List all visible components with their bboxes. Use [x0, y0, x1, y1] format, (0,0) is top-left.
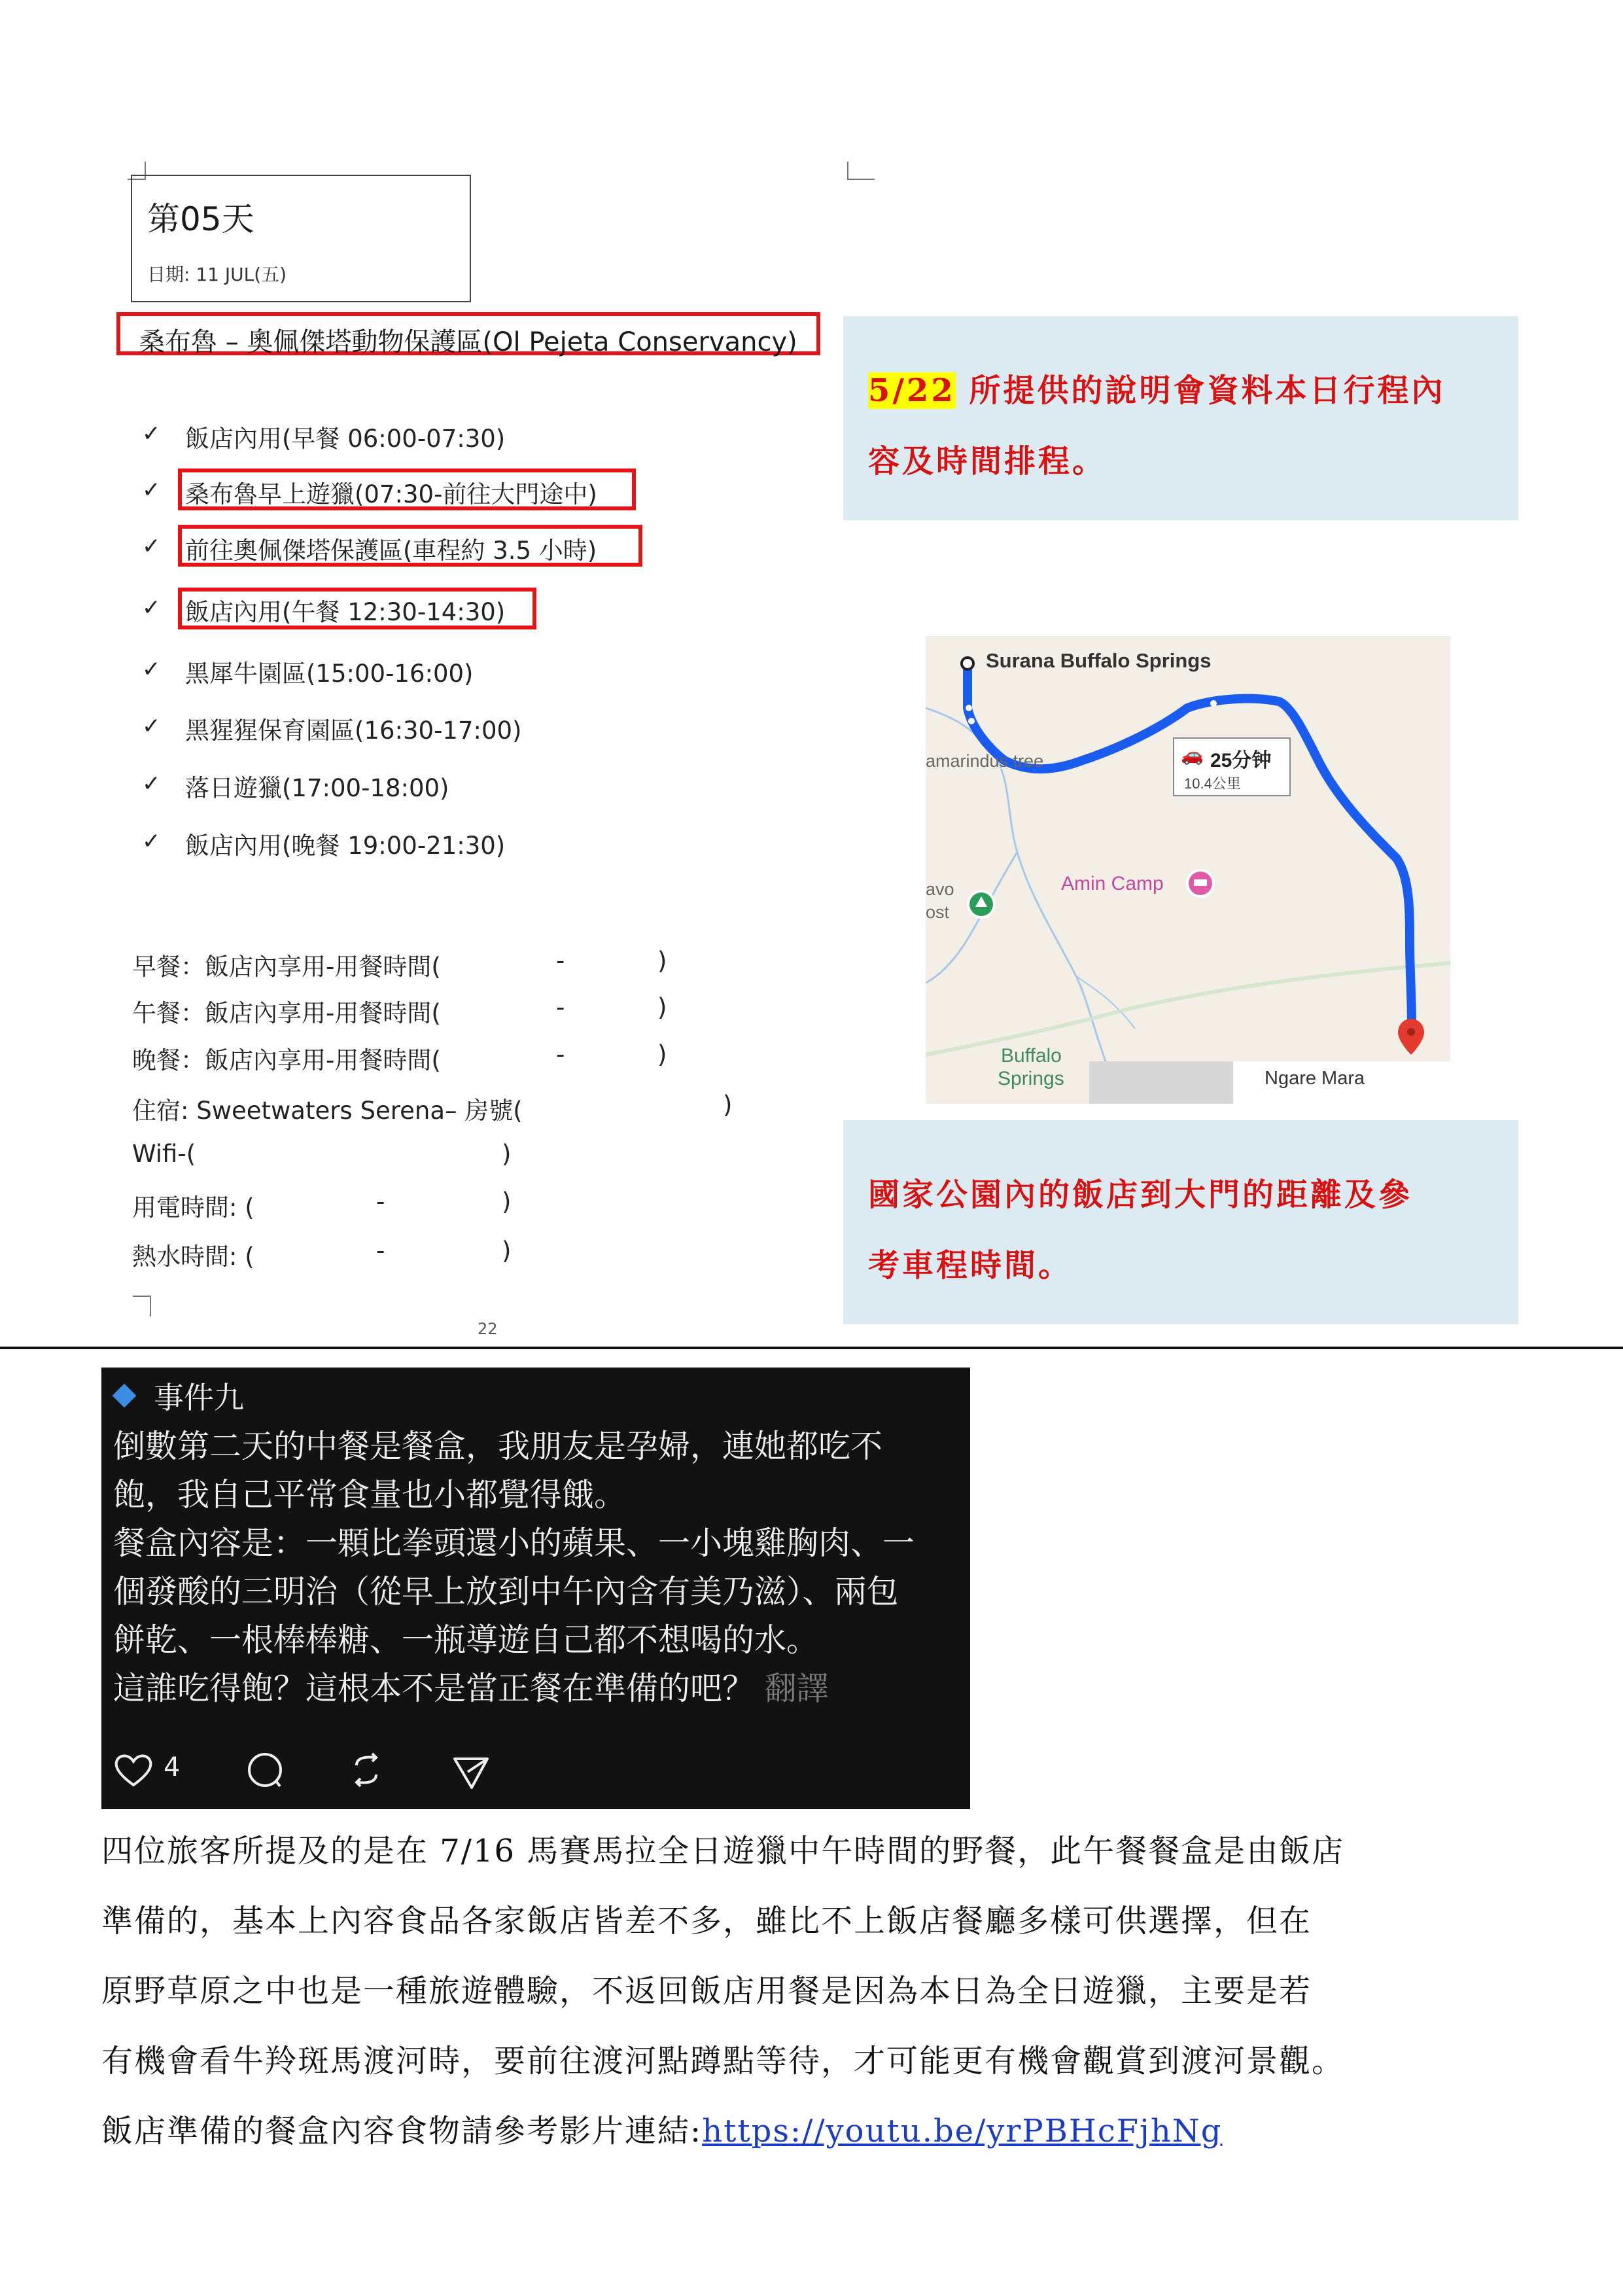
left-label-1: avo — [926, 879, 954, 899]
post-line: 餅乾、一根棒棒糖、一瓶導遊自己都不想喝的水。 — [113, 1621, 819, 1659]
heart-icon[interactable] — [111, 1747, 156, 1793]
power-line: 用電時間: ( — [132, 1193, 254, 1222]
check-icon: ✓ — [142, 595, 161, 621]
route-map — [926, 636, 1450, 1104]
crop-mark — [847, 162, 875, 180]
post-line: 飽，我自己平常食量也小都覺得餓。 — [113, 1476, 627, 1513]
video-link[interactable]: https://youtu.be/yrPBHcFjhNg — [702, 2113, 1223, 2149]
translate-link[interactable]: 翻譯 — [764, 1670, 829, 1707]
wifi-line: Wifi-( — [132, 1140, 196, 1168]
itinerary-item: 黑犀牛園區(15:00-16:00) — [185, 660, 474, 688]
close-paren: ) — [502, 1188, 512, 1216]
camp-label: Amin Camp — [1061, 873, 1164, 894]
waypoint-dot — [966, 705, 972, 711]
check-icon: ✓ — [142, 713, 161, 739]
note-2-line-2: 考車程時間。 — [868, 1247, 1073, 1284]
post-line: 餐盒內容是：一顆比拳頭還小的蘋果、一小塊雞胸肉、一 — [113, 1525, 915, 1562]
itinerary-item: 飯店內用(晚餐 19:00-21:30) — [185, 832, 506, 860]
close-paren: ) — [723, 1091, 733, 1119]
body-line: 有機會看牛羚斑馬渡河時，要前往渡河點蹲點等待，才可能更有機會觀賞到渡河景觀。 — [101, 2043, 1345, 2079]
close-paren: ) — [657, 1040, 667, 1069]
duration-bubble — [1173, 737, 1291, 796]
note-date-highlight: 5/22 — [868, 372, 956, 409]
route-line — [968, 663, 1412, 1048]
itinerary-screenshot — [101, 154, 883, 1341]
check-icon: ✓ — [142, 771, 161, 797]
body-line: 準備的，基本上內容食品各家飯店皆差不多，雖比不上飯店餐廳多樣可供選擇，但在 — [101, 1903, 1312, 1939]
distance-text: 10.4公里 — [1184, 775, 1241, 792]
page-number: 22 — [478, 1320, 498, 1338]
close-paren: ) — [502, 1140, 512, 1168]
time-dash: - — [556, 1040, 565, 1069]
post-line: 這誰吃得飽？這根本不是當正餐在準備的吧？ — [113, 1670, 755, 1707]
buffalo-label-1: Buffalo — [1001, 1045, 1062, 1067]
breakfast-line: 早餐：飯店內享用-用餐時間( — [132, 953, 441, 981]
itinerary-item: 黑猩猩保育園區(16:30-17:00) — [185, 716, 522, 745]
close-paren: ) — [657, 993, 667, 1021]
duration-text: 25分钟 — [1210, 750, 1272, 771]
park-poi-icon — [967, 890, 996, 919]
left-label-2: ost — [926, 902, 950, 922]
post-line: 倒數第二天的中餐是餐盒，我朋友是孕婦，連她都吃不 — [113, 1428, 883, 1465]
note-box-2 — [843, 1120, 1518, 1324]
itinerary-item: 落日遊獵(17:00-18:00) — [185, 774, 449, 802]
note-1-line-2: 容及時間排程。 — [868, 443, 1107, 480]
lunch-line: 午餐：飯店內享用-用餐時間( — [132, 999, 441, 1027]
itinerary-item: 飯店內用(午餐 12:30-14:30) — [185, 598, 506, 626]
route-title-box — [116, 312, 820, 355]
buffalo-label-2: Springs — [998, 1068, 1064, 1089]
comment-icon[interactable] — [242, 1747, 288, 1793]
ngare-label: Ngare Mara — [1265, 1068, 1365, 1089]
check-icon: ✓ — [142, 533, 161, 559]
note-1-line-1: 所提供的說明會資料本日行程內 — [955, 372, 1446, 409]
day-title: 第05天 — [147, 200, 254, 238]
day-date: 日期: 11 JUL(五) — [147, 264, 287, 285]
waypoint-dot — [968, 718, 975, 724]
check-icon: ✓ — [142, 828, 161, 855]
like-count: 4 — [164, 1752, 181, 1782]
note-box-1 — [843, 316, 1518, 520]
social-post-screenshot — [101, 1368, 970, 1809]
note-2-line-1: 國家公園內的飯店到大門的距離及參 — [868, 1176, 1413, 1213]
check-icon: ✓ — [142, 656, 161, 682]
time-dash: - — [376, 1188, 385, 1216]
destination-pin-icon — [1398, 1019, 1424, 1055]
lodging-line: 住宿: Sweetwaters Serena– 房號( — [132, 1097, 523, 1125]
time-dash: - — [376, 1237, 385, 1265]
route-title: 桑布魯 – 奧佩傑塔動物保護區(Ol Pejeta Conservancy) — [139, 327, 797, 357]
itinerary-item: 桑布魯早上遊獵(07:30-前往大門途中) — [185, 480, 597, 508]
body-line: 四位旅客所提及的是在 7/16 馬賽馬拉全日遊獵中午時間的野餐，此午餐餐盒是由飯店 — [101, 1833, 1345, 1869]
time-dash: - — [556, 993, 565, 1021]
close-paren: ) — [502, 1237, 512, 1265]
crop-mark — [133, 1296, 151, 1316]
start-marker — [962, 658, 973, 669]
body-line: 原野草原之中也是一種旅遊體驗，不返回飯店用餐是因為本日為全日遊獵，主要是若 — [101, 1973, 1312, 2009]
start-label: Surana Buffalo Springs — [986, 649, 1212, 672]
share-icon[interactable] — [448, 1747, 494, 1793]
close-paren: ) — [657, 947, 667, 975]
repost-icon[interactable] — [343, 1747, 389, 1793]
itinerary-item: 前往奧佩傑塔保護區(車程約 3.5 小時) — [185, 537, 597, 565]
diamond-icon — [113, 1384, 137, 1408]
post-line: 個發酸的三明治（從早上放到中午內含有美乃滋）、兩包 — [113, 1573, 899, 1610]
check-icon: ✓ — [142, 421, 161, 447]
hot-water-line: 熱水時間: ( — [132, 1243, 254, 1271]
post-title: 事件九 — [154, 1380, 244, 1415]
check-icon: ✓ — [142, 477, 161, 503]
itinerary-item: 飯店內用(早餐 06:00-07:30) — [185, 425, 506, 453]
divider — [0, 1347, 1623, 1349]
dinner-line: 晚餐：飯店內享用-用餐時間( — [132, 1046, 441, 1074]
time-dash: - — [556, 947, 565, 975]
car-icon: 🚗 — [1181, 745, 1204, 765]
waypoint-dot — [1210, 700, 1217, 707]
body-link-prefix: 飯店準備的餐盒內容食物請參考影片連結: — [101, 2113, 703, 2149]
tamarind-label: amarindus tree — [926, 751, 1044, 771]
lodging-poi-icon — [1186, 869, 1215, 898]
